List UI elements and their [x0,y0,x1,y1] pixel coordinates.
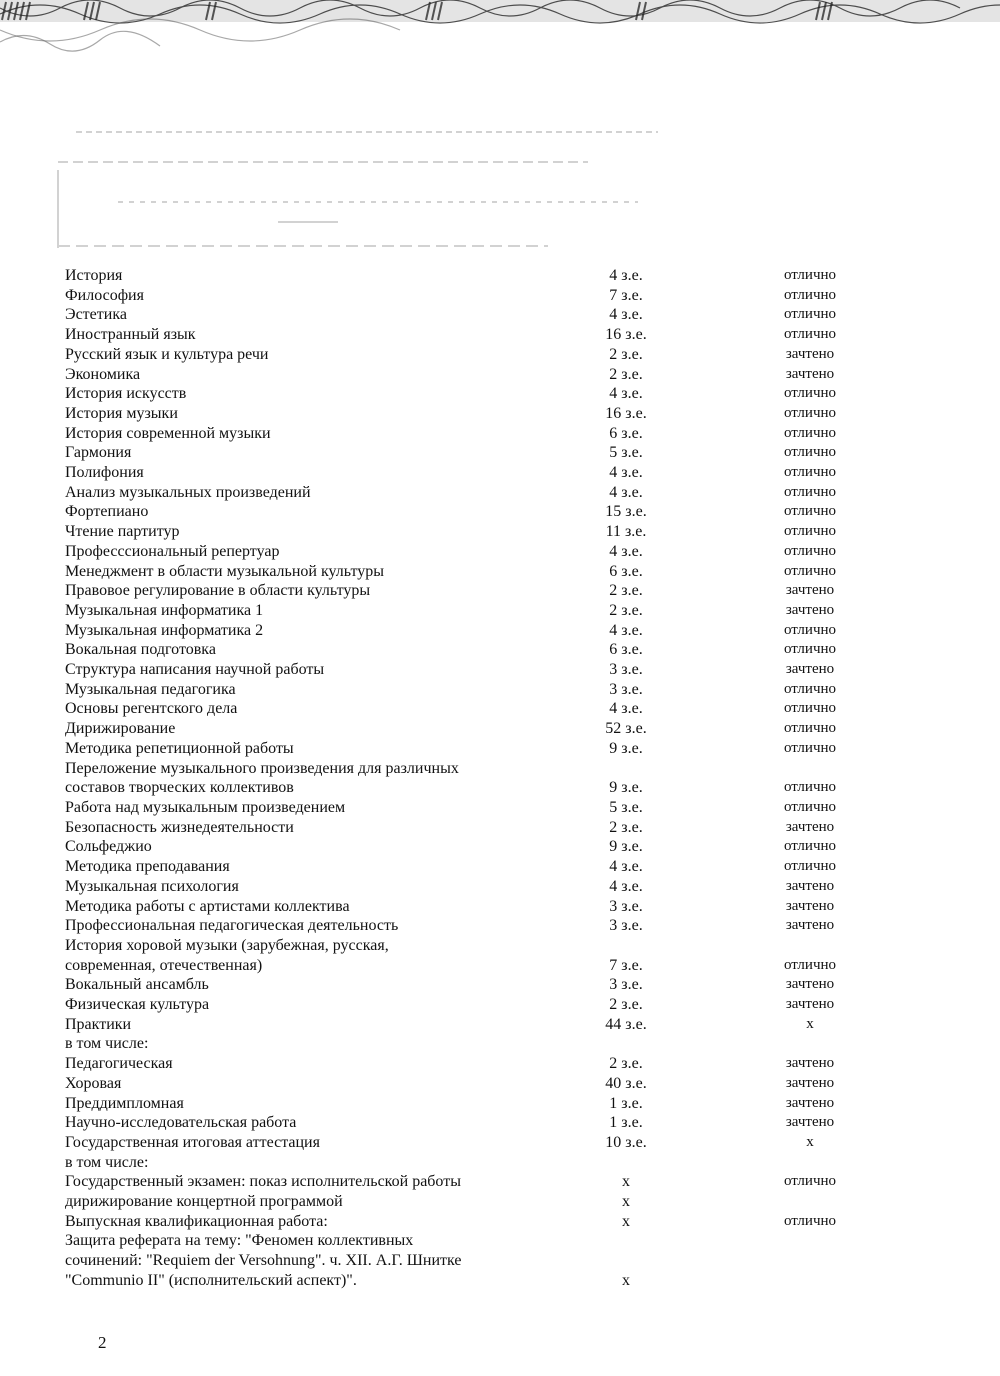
subject-name: Русский язык и культура речи [65,345,269,363]
grade-row [65,562,965,582]
subject-name: Экономика [65,365,141,383]
subject-name [65,759,529,798]
grade-value: отлично [783,523,837,540]
subject-name: Менеджмент в области музыкальной культуры [65,562,385,580]
credits-value: 3 з.е. [609,680,643,698]
grade-value: x [806,1015,814,1032]
grade-row [65,601,965,621]
grade-row [65,739,965,759]
credits-value: 16 з.е. [605,326,647,344]
credits-value: 4 з.е. [609,306,643,324]
grade-value: зачтено [785,976,835,993]
grade-value: отлично [783,424,837,441]
page-number: 2 [98,1333,107,1352]
subject-name: Хоровая [65,1074,122,1092]
grade-value: отлично [783,306,837,323]
subject-line: Переложение музыкального произведения для различных [65,759,459,777]
credits-value: x [622,1212,630,1230]
grade-value: отлично [783,739,837,756]
grade-value: отлично [783,542,837,559]
grade-row [65,581,965,601]
grade-row [65,1231,965,1290]
grade-value: зачтено [785,897,835,914]
subject-name: Безопасность жизнедеятельности [65,818,294,836]
credits-value: 2 з.е. [609,996,643,1014]
subject-name: История искусств [65,385,187,403]
grade-value: отлично [783,779,837,796]
subject-name: История [65,267,123,284]
credits-value: 40 з.е. [605,1074,647,1092]
grade-value: зачтено [785,1094,835,1111]
grade-row [65,660,965,680]
credits-value: 4 з.е. [609,464,643,482]
credits-value: 52 з.е. [605,720,647,738]
grade-value: отлично [783,404,837,421]
credits-value: 2 з.е. [609,818,643,836]
grade-row [65,897,965,917]
grade-value: зачтено [785,601,835,618]
grade-value: отлично [783,385,837,402]
subject-name: Иностранный язык [65,326,196,344]
faded-header-bleed [48,118,668,258]
grade-value: x [806,1133,814,1150]
subject-name: Государственная итоговая аттестация [65,1133,320,1151]
grade-value: отлично [783,267,837,283]
grade-value: зачтено [785,1114,835,1131]
subject-name: Философия [65,286,144,304]
credits-value: 2 з.е. [609,1055,643,1073]
credits-value: 9 з.е. [609,779,643,797]
grade-value: зачтено [785,996,835,1013]
grade-value: отлично [783,326,837,343]
grade-value: зачтено [785,877,835,894]
grade-value: отлично [783,956,837,973]
grade-row [65,1192,965,1212]
subject-name: Методика репетиционной работы [65,739,294,757]
grade-row [65,621,965,641]
grade-row [65,1054,965,1074]
subject-name: Методика работы с артистами коллектива [65,897,350,915]
credits-value: 4 з.е. [609,700,643,718]
credits-value: 4 з.е. [609,483,643,501]
credits-value: x [622,1193,630,1211]
subject-name: Гармония [65,444,132,462]
credits-value: 2 з.е. [609,601,643,619]
credits-value: 2 з.е. [609,365,643,383]
credits-value: 2 з.е. [609,345,643,363]
subject-name: Структура написания научной работы [65,661,325,679]
grade-row [65,818,965,838]
grade-row [65,1094,965,1114]
subject-name: Выпускная квалификационная работа: [65,1212,328,1230]
grade-value: отлично [783,286,837,303]
credits-value: 2 з.е. [609,582,643,600]
credits-value: 1 з.е. [609,1114,643,1132]
subject-name: Эстетика [65,306,127,324]
subject-name: Работа над музыкальным произведением [65,798,346,816]
credits-value: 4 з.е. [609,542,643,560]
grade-value: отлично [783,838,837,855]
grade-value: зачтено [785,917,835,934]
subject-name [65,936,529,975]
credits-value: 3 з.е. [609,976,643,994]
grade-row [65,305,965,325]
grade-row [65,936,965,975]
subject-name: Музыкальная педагогика [65,680,236,698]
grade-row [65,424,965,444]
credits-value: 4 з.е. [609,621,643,639]
subject-line: сочинений: "Requiem der Versohnung". ч. XII. А.Г. Шнитке [65,1252,462,1270]
subject-name: в том числе: [65,1035,149,1053]
credits-value: 6 з.е. [609,562,643,580]
subject-name: Практики [65,1015,132,1033]
credits-value: 4 з.е. [609,858,643,876]
grade-value: зачтено [785,365,835,382]
grade-row [65,1074,965,1094]
grade-value: отлично [783,562,837,579]
credits-value: x [622,1271,630,1289]
credits-value: 3 з.е. [609,897,643,915]
subject-name: Фортепиано [65,503,149,521]
credits-value: 3 з.е. [609,917,643,935]
credits-value: 3 з.е. [609,661,643,679]
credits-value: 9 з.е. [609,838,643,856]
credits-value: 15 з.е. [605,503,647,521]
subject-name: Професссиональный репертуар [65,542,280,560]
credits-value: 44 з.е. [605,1015,647,1033]
scan-border-pattern [0,0,1000,60]
grade-value: отлично [783,680,837,697]
grades-table [65,266,965,1291]
subject-line: Защита реферата на тему: "Феномен коллективных [65,1232,414,1250]
credits-value: 16 з.е. [605,404,647,422]
subject-name [65,1231,529,1290]
grade-row [65,995,965,1015]
credits-value: 1 з.е. [609,1094,643,1112]
grade-value: зачтено [785,1074,835,1091]
grade-row [65,1172,965,1192]
subject-name: Анализ музыкальных произведений [65,483,311,501]
grade-row [65,325,965,345]
grade-row [65,798,965,818]
grade-value: отлично [783,444,837,461]
grade-value: отлично [783,621,837,638]
grade-row [65,345,965,365]
grade-row [65,837,965,857]
grade-value: зачтено [785,661,835,678]
subject-name: Преддимпломная [65,1094,184,1112]
grade-value: отлично [783,1212,837,1229]
grade-row [65,365,965,385]
grade-value: зачтено [785,345,835,362]
grade-row [65,1212,965,1232]
subject-name: Музыкальная психология [65,877,239,895]
subject-name: Педагогическая [65,1055,173,1073]
credits-value: 7 з.е. [609,286,643,304]
credits-value: 5 з.е. [609,798,643,816]
grade-row [65,640,965,660]
credits-value: 10 з.е. [605,1133,647,1151]
subject-name: Физическая культура [65,996,210,1014]
credits-value: 4 з.е. [609,267,643,284]
grade-value: зачтено [785,582,835,599]
grade-value: зачтено [785,818,835,835]
grade-row [65,877,965,897]
subject-name: Профессиональная педагогическая деятельность [65,917,399,935]
grade-value: отлично [783,700,837,717]
subject-name: Музыкальная информатика 2 [65,621,264,639]
grade-row [65,699,965,719]
subject-name: дирижирование концертной программой [65,1193,343,1211]
grade-row [65,384,965,404]
grade-value: зачтено [785,1055,835,1072]
subject-line: "Communio II" (исполнительский аспект)". [65,1271,357,1289]
credits-value: 7 з.е. [609,956,643,974]
grade-value: отлично [783,483,837,500]
grade-value: отлично [783,798,837,815]
subject-name: Основы регентского дела [65,700,238,718]
grade-row [65,483,965,503]
credits-value: 4 з.е. [609,385,643,403]
subject-name: Вокальный ансамбль [65,976,209,994]
credits-value: 9 з.е. [609,739,643,757]
subject-name: Вокальная подготовка [65,641,216,659]
subject-line: составов творческих коллективов [65,779,294,797]
grade-row [65,404,965,424]
credits-value: 4 з.е. [609,877,643,895]
grade-row [65,1015,965,1035]
subject-name: История современной музыки [65,424,271,442]
grade-row [65,502,965,522]
subject-name: Научно-исследовательская работа [65,1114,297,1132]
grade-row [65,266,965,286]
grade-row [65,857,965,877]
subject-line: История хоровой музыки (зарубежная, русская, [65,936,389,954]
subject-line: современная, отечественная) [65,956,263,974]
subject-name: Чтение партитур [65,523,180,541]
grade-row [65,286,965,306]
grade-row [65,463,965,483]
grade-value: отлично [783,641,837,658]
subject-name: Музыкальная информатика 1 [65,601,264,619]
subject-name: в том числе: [65,1153,149,1171]
grade-row [65,542,965,562]
grade-row [65,522,965,542]
subject-name: Методика преподавания [65,858,230,876]
grade-row [65,759,965,798]
grade-row [65,916,965,936]
subject-name: Сольфеджио [65,838,152,856]
credits-value: 6 з.е. [609,424,643,442]
credits-value: 6 з.е. [609,641,643,659]
grade-row [65,719,965,739]
grade-value: отлично [783,720,837,737]
grade-row [65,1034,965,1054]
credits-value: x [622,1173,630,1191]
grade-value: отлично [783,464,837,481]
subject-name: Государственный экзамен: показ исполнительской работы [65,1173,461,1191]
subject-name: Дирижирование [65,720,176,738]
subject-name: Правовое регулирование в области культуры [65,582,371,600]
grade-row [65,1133,965,1153]
grade-row [65,680,965,700]
grade-value: отлично [783,858,837,875]
grade-row [65,1113,965,1133]
grade-row [65,1153,965,1173]
credits-value: 11 з.е. [605,523,647,541]
grade-row [65,443,965,463]
grade-value: отлично [783,503,837,520]
subject-name: История музыки [65,404,178,422]
grade-value: отлично [783,1173,837,1190]
subject-name: Полифония [65,464,144,482]
credits-value: 5 з.е. [609,444,643,462]
grade-row [65,975,965,995]
